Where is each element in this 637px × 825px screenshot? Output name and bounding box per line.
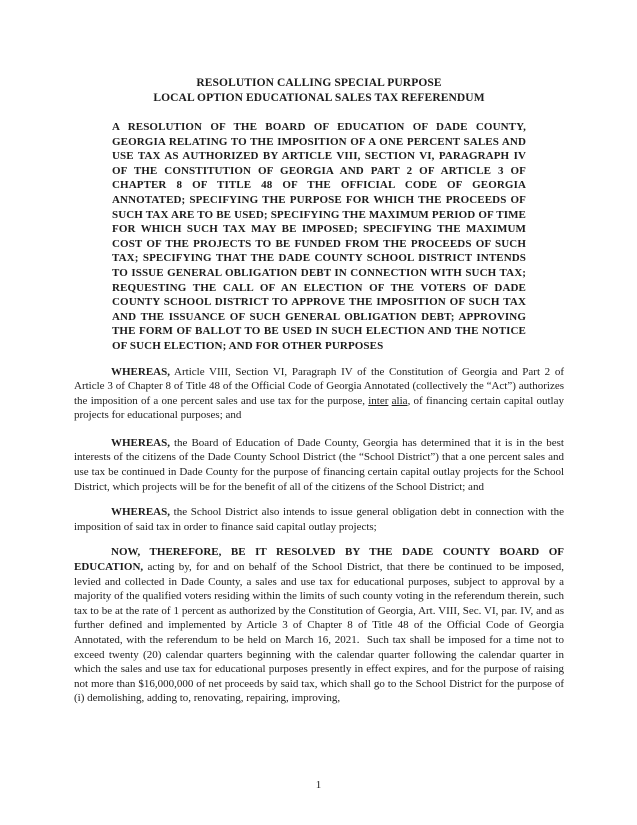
paragraph-whereas-2 <box>74 436 564 494</box>
whereas-1-text-a: Article VIII, Section VI, Paragraph IV of the Constitution of Georgia and Part 2 of Article 3 of Chapter 8 of Title 48 of the Official Code of Georgia Annotated (collectively the “Act”) authorizes the imposition of a one percent sales and use tax for the purpose, <box>74 365 564 407</box>
page-number: 1 <box>315 779 322 791</box>
document-title-line-1: RESOLUTION CALLING SPECIAL PURPOSE <box>196 77 442 89</box>
whereas-2-text: the Board of Education of Dade County, Georgia has determined that it is in the best interests of the citizens of the Dade County School District (the “School District”) that a one percent sales and use tax be continued in Dade County for the purpose of financing certain capital outlay projects for the School District, which projects will be for the benefit of all of the citizens of the School District; and <box>74 436 564 493</box>
paragraph-whereas-1 <box>74 365 564 423</box>
whereas-1-lead: WHEREAS, <box>111 365 170 378</box>
whereas-2-lead: WHEREAS, <box>111 436 170 449</box>
whereas-1-text-b: , of financing certain capital outlay projects for educational purposes; and <box>74 394 564 422</box>
paragraph-resolved <box>74 545 564 706</box>
whereas-3-lead: WHEREAS, <box>111 506 170 519</box>
resolved-lead: NOW, THEREFORE, BE IT RESOLVED BY THE DADE COUNTY BOARD OF EDUCATION, <box>74 546 564 574</box>
document-content <box>74 76 564 717</box>
whereas-1-inter-underlined: inter <box>368 394 389 407</box>
resolution-heading-block: A RESOLUTION OF THE BOARD OF EDUCATION OF DADE COUNTY, GEORGIA RELATING TO THE IMPOSITION OF A ONE PERCENT SALES AND USE TAX AS AUTHORIZED BY ARTICLE VIII, SECTION VI, PARAGRAPH IV OF THE CONSTITUTION OF GEORGIA AND PART 2 OF ARTICLE 3 OF CHAPTER 8 OF TITLE 48 OF THE OFFICIAL CODE OF GEORGIA ANNOTATED; SPECIFYING THE PURPOSE FOR WHICH THE PROCEEDS OF SUCH TAX ARE TO BE USED; SPECIFYING THE MAXIMUM PERIOD OF TIME FOR WHICH SUCH TAX MAY BE IMPOSED; SPECIFYING THE MAXIMUM COST OF THE PROJECTS TO BE FUNDED FROM THE PROCEEDS OF SUCH TAX; SPECIFYING THAT THE DADE COUNTY SCHOOL DISTRICT INTENDS TO ISSUE GENERAL OBLIGATION DEBT IN CONNECTION WITH SUCH TAX; REQUESTING THE CALL OF AN ELECTION OF THE VOTERS OF DADE COUNTY SCHOOL DISTRICT TO APPROVE THE IMPOSITION OF SUCH TAX AND THE ISSUANCE OF SUCH GENERAL OBLIGATION DEBT; APPROVING THE FORM OF BALLOT TO BE USED IN SUCH ELECTION AND THE NOTICE OF SUCH ELECTION; AND FOR OTHER PURPOSES <box>112 121 526 352</box>
paragraph-whereas-3 <box>74 505 564 534</box>
resolved-text: acting by, for and on behalf of the School District, that there be continued to be imposed, levied and collected in Dade County, a sales and use tax for educational purposes, subject to approval by a majority of the qualified voters residing within the limits of such county voting in the referendum therein, such tax to be at the rate of 1 percent as authorized by the Constitution of Georgia, Art. VIII, Sec. VI, par. IV, and as further defined and implemented by Article 3 of Chapter 8 of Title 48 of the Official Code of Georgia Annotated, with the referendum to be held on March 16, 2021. Such tax shall be imposed for a time not to exceed twenty (20) calendar quarters beginning with the calendar quarter following the calendar quarter in which the sales and use tax for educational purposes presently in effect expires, and for the purpose of raising not more than $16,000,000 of net proceeds by said tax, which shall go to the School District for the purpose of (i) demolishing, adding to, renovating, repairing, improving, <box>74 561 564 705</box>
whereas-1-alia-underlined: alia <box>391 394 408 407</box>
whereas-3-text: the School District also intends to issue general obligation debt in connection with the imposition of said tax in order to finance said capital outlay projects; <box>74 506 564 533</box>
document-title-line-2: LOCAL OPTION EDUCATIONAL SALES TAX REFERENDUM <box>153 92 485 104</box>
